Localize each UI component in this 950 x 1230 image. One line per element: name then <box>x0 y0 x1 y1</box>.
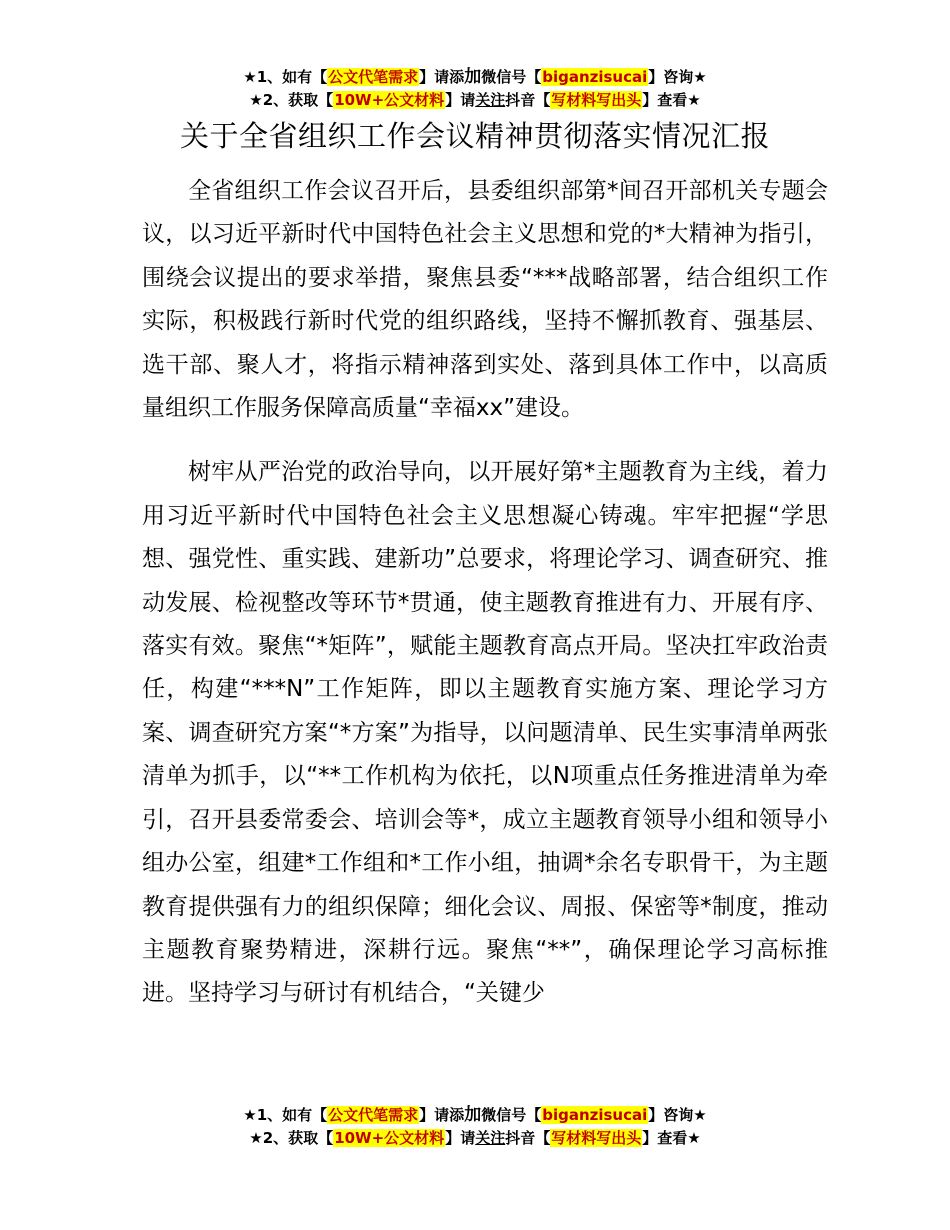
paragraph: 树牢从严治党的政治导向，以开展好第*主题教育为主线，着力用习近平新时代中国特色社会主义思想凝心铸魂。牢牢把握“学思想、强党性、重实践、建新功”总要求，将理论学习、调查研究、推动发展、检视整改等环节*贯通，使主题教育推进有力、开展有序、落实有效。聚焦“*矩阵”，赋能主题教育高点开局。坚决扛牢政治责任，构建“***N”工作矩阵，即以主题教育实施方案、理论学习方案、调查研究方案“*方案”为指导，以问题清单、民生实事清单两张清单为抓手，以“**工作机构为依托，以N项重点任务推进清单为牵引，召开县委常委会、培训会等*，成立主题教育领导小组和领导小组办公室，组建*工作组和*工作小组，抽调*余名专职骨干，为主题教育提供强有力的组织保障；细化会议、周报、保密等*制度，推动主题教育聚势精进，深耕行远。聚焦“**”，确保理论学习高标推进。坚持学习与研讨有机结合，“关键少 <box>142 459 828 1007</box>
document-title: 关于全省组织工作会议精神贯彻落实情况汇报 <box>179 119 770 153</box>
banner-text: 抖音【 <box>505 1129 551 1147</box>
highlight-wechat-id: biganzisucai <box>542 68 648 86</box>
banner-text: 】请 <box>445 91 476 109</box>
highlight-douyin: 写材料写出头 <box>551 1129 642 1147</box>
banner-text: 抖音【 <box>505 91 551 109</box>
banner-line-1 <box>0 66 950 89</box>
highlight-materials: 10W+公文材料 <box>334 1129 445 1147</box>
highlight-service: 公文代笔需求 <box>328 1106 419 1124</box>
banner-text: ★1、如有【 <box>243 1106 328 1124</box>
banner-text: 】请添 <box>419 1106 465 1124</box>
banner-emphasis: 加 <box>464 1105 482 1125</box>
banner-emphasis: 关注 <box>475 91 506 109</box>
banner-text: ★2、获取【 <box>249 91 334 109</box>
footer-banner <box>0 1104 950 1150</box>
banner-text: 微信号【 <box>481 68 542 86</box>
header-banner <box>0 66 950 112</box>
banner-line-1 <box>0 1104 950 1127</box>
banner-text: 】咨询★ <box>648 1106 707 1124</box>
banner-line-2 <box>0 1127 950 1150</box>
banner-line-2 <box>0 89 950 112</box>
banner-text: 】咨询★ <box>648 68 707 86</box>
banner-text: 】查看★ <box>642 1129 701 1147</box>
highlight-douyin: 写材料写出头 <box>551 91 642 109</box>
banner-text: 微信号【 <box>481 1106 542 1124</box>
document-body <box>142 170 828 1016</box>
banner-emphasis: 加 <box>464 67 482 87</box>
banner-text: ★1、如有【 <box>243 68 328 86</box>
paragraph: 全省组织工作会议召开后，县委组织部第*间召开部机关专题会议，以习近平新时代中国特色社会主义思想和党的*大精神为指引，围绕会议提出的要求举措，聚焦县委“***战略部署，结合组织工作实际，积极践行新时代党的组织路线，坚持不懈抓教育、强基层、选干部、聚人才，将指示精神落到实处、落到具体工作中，以高质量组织工作服务保障高质量“幸福xx”建设。 <box>142 178 828 422</box>
highlight-materials: 10W+公文材料 <box>334 91 445 109</box>
banner-text: 】请添 <box>419 68 465 86</box>
highlight-wechat-id: biganzisucai <box>542 1106 648 1124</box>
banner-text: 】查看★ <box>642 91 701 109</box>
banner-text: ★2、获取【 <box>249 1129 334 1147</box>
highlight-service: 公文代笔需求 <box>328 68 419 86</box>
banner-text: 】请 <box>445 1129 476 1147</box>
banner-emphasis: 关注 <box>475 1129 506 1147</box>
